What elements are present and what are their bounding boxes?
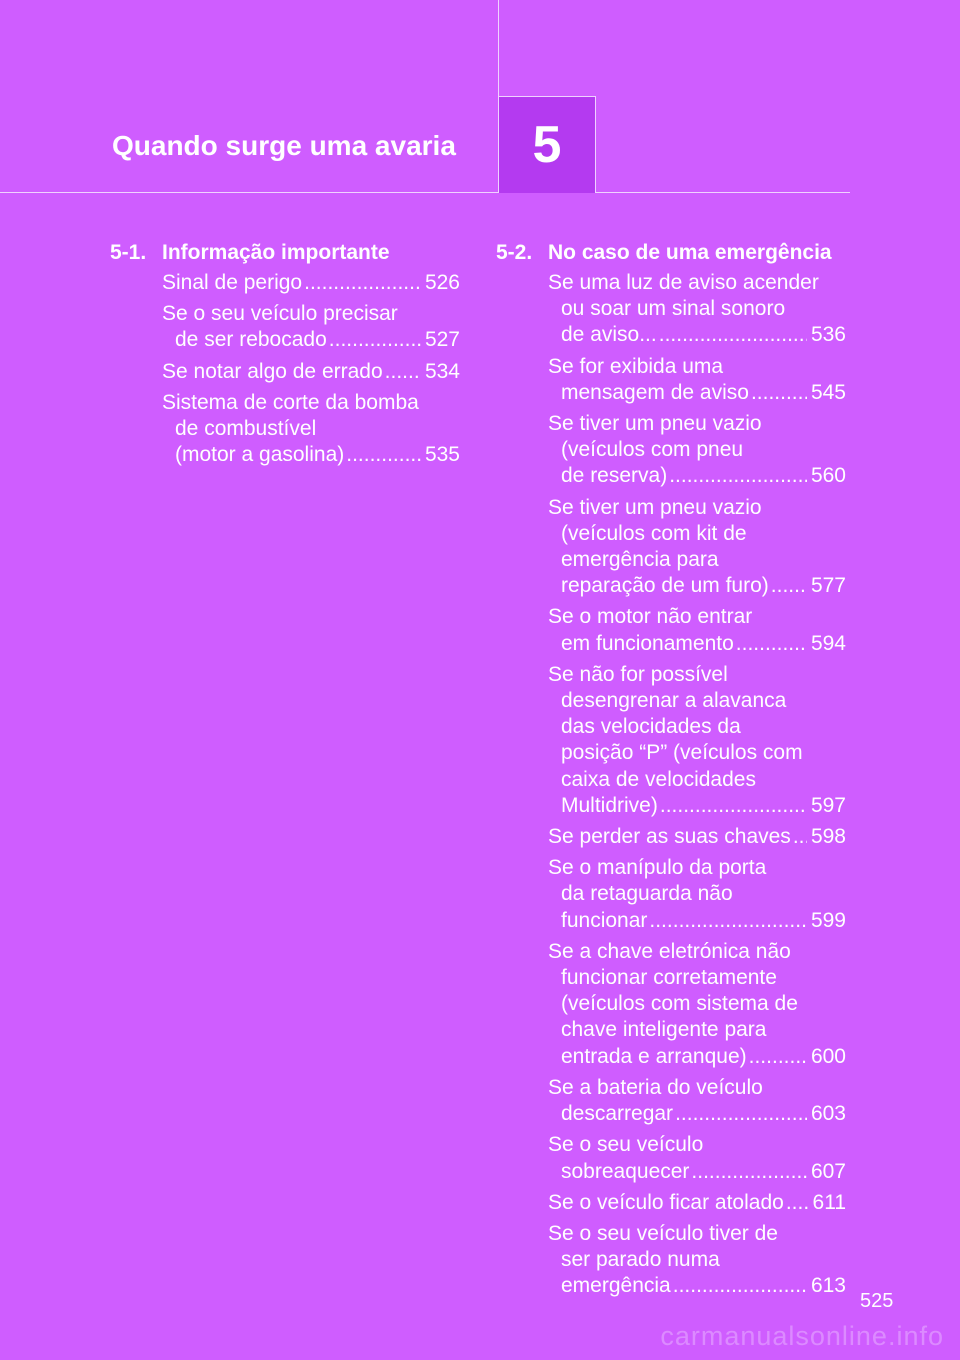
toc-entry-line [548, 824, 846, 850]
toc-entry-line: Se a chave eletrónica não [548, 939, 791, 963]
toc-entry-line [548, 380, 846, 406]
header-vertical-rule [498, 0, 499, 96]
toc-entry-line [162, 270, 460, 296]
toc-page-number: 603 [810, 1102, 846, 1126]
toc-page-number: 594 [810, 631, 846, 655]
toc-entry[interactable] [548, 411, 846, 490]
section-heading [110, 238, 460, 268]
dot-leader [669, 463, 807, 489]
toc-entry-line [548, 1190, 846, 1216]
toc-entry-line [548, 793, 846, 819]
toc-entry[interactable] [548, 354, 846, 406]
toc-entry-text: sobreaquecer [561, 1159, 690, 1183]
toc-entry-text: emergência [561, 1274, 671, 1298]
toc-page-number: 600 [810, 1044, 846, 1068]
toc-entry-list [162, 270, 460, 468]
toc-entry-text: (motor a gasolina) [175, 443, 345, 467]
toc-page-number: 545 [810, 380, 846, 404]
dot-leader [673, 1273, 807, 1299]
dot-leader [385, 359, 421, 385]
toc-entry[interactable] [548, 1221, 846, 1300]
toc-page-number: 527 [424, 328, 460, 352]
toc-entry-line: (veículos com pneu [561, 438, 744, 462]
dot-leader [659, 322, 807, 348]
toc-entry-line: (veículos com sistema de [561, 992, 798, 1016]
section-title: Informação importante [162, 241, 390, 264]
dot-leader [786, 1190, 809, 1216]
toc-entry-text: Multidrive) [561, 793, 658, 817]
toc-entry-line [548, 1159, 846, 1185]
toc-entry-text: Sinal de perigo [162, 271, 303, 294]
toc-entry-line: (veículos com kit de [561, 521, 747, 545]
toc-entry-line: ou soar um sinal sonoro [561, 297, 786, 321]
toc-page-number: 598 [810, 825, 846, 849]
toc-entry[interactable] [548, 939, 846, 1070]
toc-entry-text: Se notar algo de errado [162, 359, 383, 383]
dot-leader [736, 631, 807, 657]
toc-entry[interactable] [548, 270, 846, 349]
toc-entry-line: desengrenar a alavanca [561, 689, 787, 713]
toc-entry-line: Se tiver um pneu vazio [548, 412, 762, 436]
toc-entry-text: Se perder as suas chaves [548, 825, 791, 849]
chapter-title: Quando surge uma avaria [112, 130, 456, 161]
toc-entry-line: Se a bateria do veículo [548, 1075, 763, 1099]
toc-entry-text: Se o veículo ficar atolado [548, 1190, 784, 1214]
toc-page-number: 577 [810, 574, 846, 598]
toc-entry-line: Se o seu veículo [548, 1133, 704, 1157]
dot-leader [771, 573, 807, 599]
watermark: carmanualsonline.info [660, 1321, 944, 1351]
toc-entry[interactable] [548, 824, 846, 850]
toc-entry-line: Se não for possível [548, 662, 728, 686]
toc-page-number: 534 [424, 359, 460, 383]
toc-entry-text: entrada e arranque) [561, 1044, 747, 1068]
header-horizontal-rule [0, 192, 850, 193]
section-number: 5-1. [110, 241, 147, 264]
toc-entry-line: Se uma luz de aviso acender [548, 271, 819, 294]
toc-entry-line [548, 908, 846, 934]
toc-page-number: 613 [810, 1274, 846, 1298]
toc-entry[interactable] [548, 1132, 846, 1184]
toc-entry[interactable] [548, 495, 846, 600]
toc-entry[interactable] [162, 359, 460, 385]
toc-entry-line: Sistema de corte da bomba [162, 390, 419, 414]
toc-entry-line [548, 573, 846, 599]
dot-leader [749, 1044, 807, 1070]
toc-entry[interactable] [162, 301, 460, 353]
toc-entry[interactable] [548, 1190, 846, 1216]
toc-entry-line: da retaguarda não [561, 882, 733, 906]
toc-entry-line: caixa de velocidades [561, 767, 756, 791]
section-title: No caso de uma emergência [548, 241, 832, 264]
toc-entry-line [548, 322, 846, 348]
toc-entry-text: de ser rebocado [175, 328, 327, 352]
toc-page-number: 597 [810, 793, 846, 817]
toc-entry[interactable] [162, 270, 460, 296]
section-number: 5-2. [496, 241, 533, 264]
toc-entry-line: Se o manípulo da porta [548, 856, 767, 880]
chapter-number-tab [498, 96, 596, 193]
dot-leader [304, 270, 421, 296]
toc-entry-line [548, 1044, 846, 1070]
toc-entry-line: chave inteligente para [561, 1018, 767, 1042]
toc-entry[interactable] [548, 855, 846, 934]
toc-entry-line: Se o motor não entrar [548, 605, 753, 629]
toc-entry-line [162, 359, 460, 385]
dot-leader [675, 1101, 807, 1127]
toc-entry-text: reparação de um furo) [561, 574, 769, 598]
toc-entry-line: Se o seu veículo precisar [162, 302, 398, 326]
dot-leader [751, 380, 807, 406]
toc-entry-line: Se for exibida uma [548, 354, 724, 378]
dot-leader [346, 442, 421, 468]
dot-leader [691, 1159, 807, 1185]
toc-page-number: 611 [812, 1190, 846, 1214]
toc-page-number: 599 [810, 908, 846, 932]
section-5-2 [496, 238, 846, 1305]
toc-page-number: 526 [424, 271, 460, 294]
toc-entry-line [162, 327, 460, 353]
toc-entry[interactable] [162, 390, 460, 469]
toc-entry-text: de aviso... [561, 323, 657, 347]
toc-entry-text: em funcionamento [561, 631, 734, 655]
dot-leader [660, 793, 807, 819]
toc-entry[interactable] [548, 604, 846, 656]
toc-entry-line: das velocidades da [561, 715, 741, 739]
toc-entry-line [548, 463, 846, 489]
toc-entry-text: mensagem de aviso [561, 380, 749, 404]
toc-entry-line [548, 1273, 846, 1299]
toc-entry-line: funcionar corretamente [561, 966, 777, 990]
toc-entry-text: de reserva) [561, 464, 668, 488]
dot-leader [793, 824, 807, 850]
chapter-number: 5 [532, 116, 562, 174]
toc-entry-line [548, 1101, 846, 1127]
page-number: 525 [860, 1290, 894, 1312]
toc-entry[interactable] [548, 1075, 846, 1127]
dot-leader [649, 908, 807, 934]
toc-page-number: 536 [810, 323, 846, 347]
toc-entry-line: Se o seu veículo tiver de [548, 1221, 778, 1245]
toc-page-number: 607 [810, 1159, 846, 1183]
toc-entry-line: Se tiver um pneu vazio [548, 495, 762, 519]
section-5-1 [110, 238, 460, 473]
toc-entry-text: descarregar [561, 1102, 674, 1126]
toc-entry[interactable] [548, 662, 846, 819]
toc-page-number: 560 [810, 464, 846, 488]
toc-entry-line: emergência para [561, 548, 719, 572]
toc-entry-line: ser parado numa [561, 1248, 720, 1272]
toc-entry-list [548, 270, 846, 1300]
toc-entry-line: de combustível [175, 417, 317, 441]
toc-entry-line [548, 631, 846, 657]
toc-entry-line: posição “P” (veículos com [561, 741, 803, 765]
toc-entry-text: funcionar [561, 908, 648, 932]
section-heading [496, 238, 846, 268]
toc-entry-line [162, 442, 460, 468]
dot-leader [329, 327, 421, 353]
toc-page-number: 535 [424, 443, 460, 467]
